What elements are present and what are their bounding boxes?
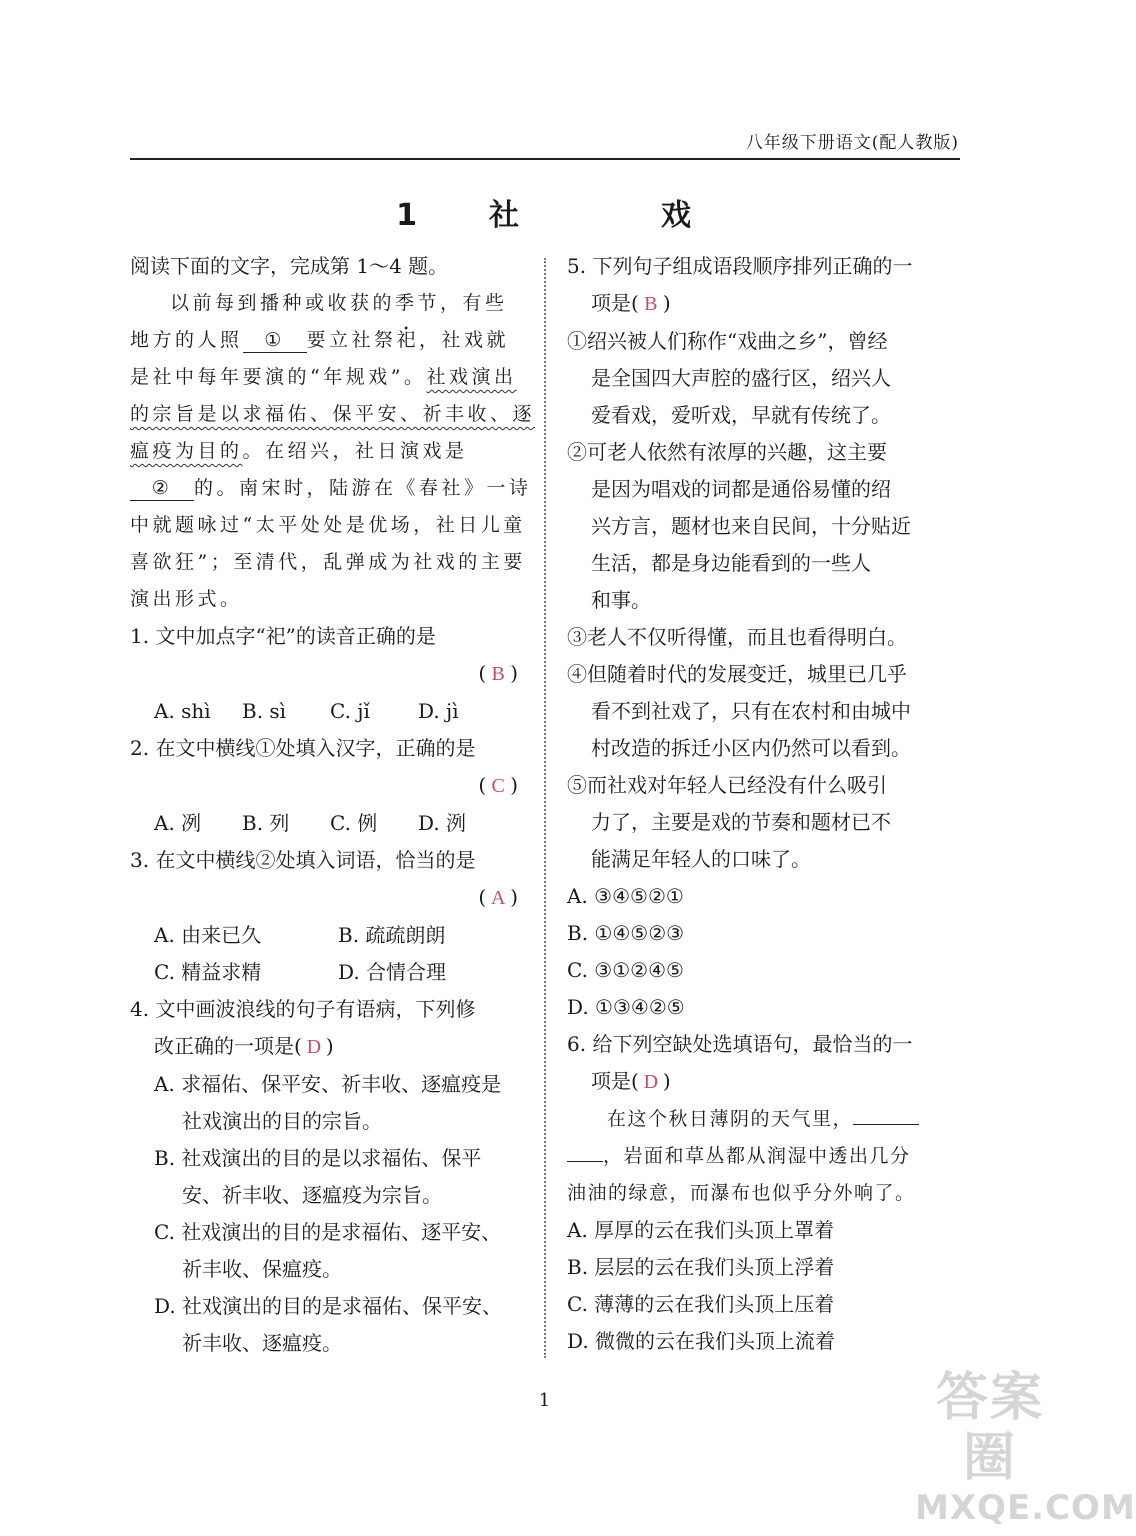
passage-line: 地方的人照 ① 要立社祭祀，社戏就 xyxy=(130,329,510,351)
answer-paren: ( C ) xyxy=(130,767,522,805)
header-rule xyxy=(130,158,960,160)
page-number: 1 xyxy=(538,1390,551,1411)
option: A. ③④⑤②① xyxy=(567,884,684,908)
sentence-cont: 村改造的拆迁小区内仍然可以看到。 xyxy=(591,736,911,760)
option: B. 层层的云在我们头顶上浮着 xyxy=(567,1255,835,1279)
right-column xyxy=(567,248,961,1360)
option: B. sì xyxy=(242,699,287,723)
sentence-cont: 爱看戏，爱听戏，早就有传统了。 xyxy=(591,403,891,427)
sentence-3: ③老人不仅听得懂，而且也看得明白。 xyxy=(567,625,907,649)
blank-3 xyxy=(853,1124,919,1125)
option-cont: 社戏演出的目的宗旨。 xyxy=(182,1109,382,1133)
option: B. 社戏演出的目的是以求福佑、保平 xyxy=(154,1146,482,1170)
option-cont: 安、祈丰收、逐瘟疫为宗旨。 xyxy=(182,1183,442,1207)
answer-mark: D xyxy=(306,1036,322,1058)
question-5: 5. 下列句子组成语段顺序排列正确的一 xyxy=(567,254,913,278)
sentence-cont: 看不到社戏了，只有在农村和由城中 xyxy=(591,699,911,723)
header-title: 八年级下册语文(配人教版) xyxy=(745,133,959,153)
option: A. 厚厚的云在我们头顶上罩着 xyxy=(567,1218,835,1242)
sentence-cont: 是因为唱戏的词都是通俗易懂的绍 xyxy=(591,477,891,501)
sentence-cont: 是全国四大声腔的盛行区，绍兴人 xyxy=(591,366,891,390)
passage-line: ② 的。南宋时，陆游在《春社》一诗 xyxy=(130,470,522,507)
question-6-passage xyxy=(567,1101,961,1212)
passage-line: 中就题咏过“太平处处是优场，社日儿童 xyxy=(130,514,526,536)
option: C. 例 xyxy=(330,811,378,835)
option-cont: 祈丰收、逐瘟疫。 xyxy=(182,1331,342,1355)
option: D. ①③④②⑤ xyxy=(567,995,685,1019)
option: C. 薄薄的云在我们头顶上压着 xyxy=(567,1292,835,1316)
option: A. 由来已久 xyxy=(154,923,262,947)
options xyxy=(130,917,522,954)
wavy-sentence: 社戏演出 xyxy=(426,366,517,388)
sentence-cont: 兴方言，题材也来自民间，十分贴近 xyxy=(591,514,911,538)
passage-line: 在这个秋日薄阴的天气里， xyxy=(567,1101,961,1138)
option: A. shì xyxy=(154,699,211,723)
lesson-title xyxy=(0,190,1089,234)
question-5-cont: 项是( B ) xyxy=(567,285,961,323)
sentence-5: ⑤而社戏对年轻人已经没有什么吸引 xyxy=(567,773,887,797)
answer-mark: B xyxy=(491,663,505,685)
reading-intro: 阅读下面的文字，完成第 1～4 题。 xyxy=(130,254,449,278)
option: C. jǐ xyxy=(330,699,370,723)
lesson-word-1: 社 xyxy=(488,198,521,233)
passage-line: 演出形式。 xyxy=(130,588,243,610)
sentence-cont: 能满足年轻人的口味了。 xyxy=(591,847,811,871)
option: D. 合情合理 xyxy=(338,960,447,984)
passage-line: 油油的绿意，而瀑布也似乎分外响了。 xyxy=(567,1182,916,1204)
sentence-1: ①绍兴被人们称作“戏曲之乡”，曾经 xyxy=(567,329,888,353)
passage-line: 喜欲狂”；至清代，乱弹成为社戏的主要 xyxy=(130,551,526,573)
left-column xyxy=(130,248,536,1362)
option-cont: 祈丰收、保瘟疫。 xyxy=(182,1257,342,1281)
option: C. 社戏演出的目的是求福佑、逐平安、 xyxy=(154,1220,502,1244)
options xyxy=(130,805,522,842)
lesson-number: 1 xyxy=(396,198,419,233)
sentence-4: ④但随着时代的发展变迁，城里已几乎 xyxy=(567,662,907,686)
wavy-sentence: 瘟疫为目的 xyxy=(130,440,243,462)
wavy-sentence: 的宗旨是以求福佑、保平安、祈丰收、逐 xyxy=(130,403,536,425)
blank-1: ① xyxy=(243,328,307,353)
option: C. 精益求精 xyxy=(154,960,262,984)
answer-mark: B xyxy=(644,293,658,315)
answer-paren: ( A ) xyxy=(130,879,522,917)
option: C. ③①②④⑤ xyxy=(567,958,684,982)
answer-mark: C xyxy=(491,775,505,797)
option: D. 微微的云在我们头顶上流着 xyxy=(567,1329,836,1353)
passage-line xyxy=(130,396,536,433)
option: D. jì xyxy=(418,699,459,723)
sentence-cont: 力了，主要是戏的节奏和题材已不 xyxy=(591,810,891,834)
reading-passage xyxy=(130,285,536,618)
question-1: 1. 文中加点字“祀”的读音正确的是 xyxy=(130,624,436,648)
passage-line: ，岩面和草丛都从润湿中透出几分 xyxy=(567,1138,961,1175)
blank-3-cont xyxy=(567,1161,603,1162)
watermark-logo xyxy=(915,1368,1136,1528)
passage-line: 是社中每年要演的“年规戏”。社戏演出 xyxy=(130,366,517,388)
question-2: 2. 在文中横线①处填入汉字，正确的是 xyxy=(130,736,476,760)
column-divider xyxy=(544,258,546,1358)
option: A. 求福佑、保平安、祈丰收、逐瘟疫是 xyxy=(154,1072,502,1096)
answer-mark: D xyxy=(643,1071,659,1093)
option: D. 社戏演出的目的是求福佑、保平安、 xyxy=(154,1294,503,1318)
watermark-bottom: MXQE.COM xyxy=(915,1488,1136,1528)
option: B. ①④⑤②③ xyxy=(567,921,685,945)
options xyxy=(130,693,522,730)
dotted-char: 祀 xyxy=(396,329,420,351)
question-6: 6. 给下列空缺处选填语句，最恰当的一 xyxy=(567,1032,913,1056)
option: A. 冽 xyxy=(154,811,202,835)
sentence-2: ②可老人依然有浓厚的兴趣，这主要 xyxy=(567,440,887,464)
options xyxy=(130,954,522,991)
watermark-top: 答案圈 xyxy=(935,1368,1044,1488)
option: B. 列 xyxy=(242,811,290,835)
passage-line: 瘟疫为目的。在绍兴，社日演戏是 xyxy=(130,440,468,462)
option: D. 洌 xyxy=(418,811,467,835)
sentence-cont: 和事。 xyxy=(591,588,651,612)
question-6-cont: 项是( D ) xyxy=(567,1063,961,1101)
passage-line: 以前每到播种或收获的季节，有些 xyxy=(170,292,508,314)
question-4: 4. 文中画波浪线的句子有语病，下列修 xyxy=(130,997,476,1021)
question-3: 3. 在文中横线②处填入词语，恰当的是 xyxy=(130,848,476,872)
option: B. 疏疏朗朗 xyxy=(338,923,446,947)
sentence-cont: 生活，都是身边能看到的一些人 xyxy=(591,551,871,575)
blank-2: ② xyxy=(130,476,194,501)
answer-mark: A xyxy=(490,887,506,909)
lesson-word-2: 戏 xyxy=(660,198,693,233)
answer-paren: ( B ) xyxy=(130,655,522,693)
question-4-cont: 改正确的一项是( D ) xyxy=(130,1028,522,1066)
